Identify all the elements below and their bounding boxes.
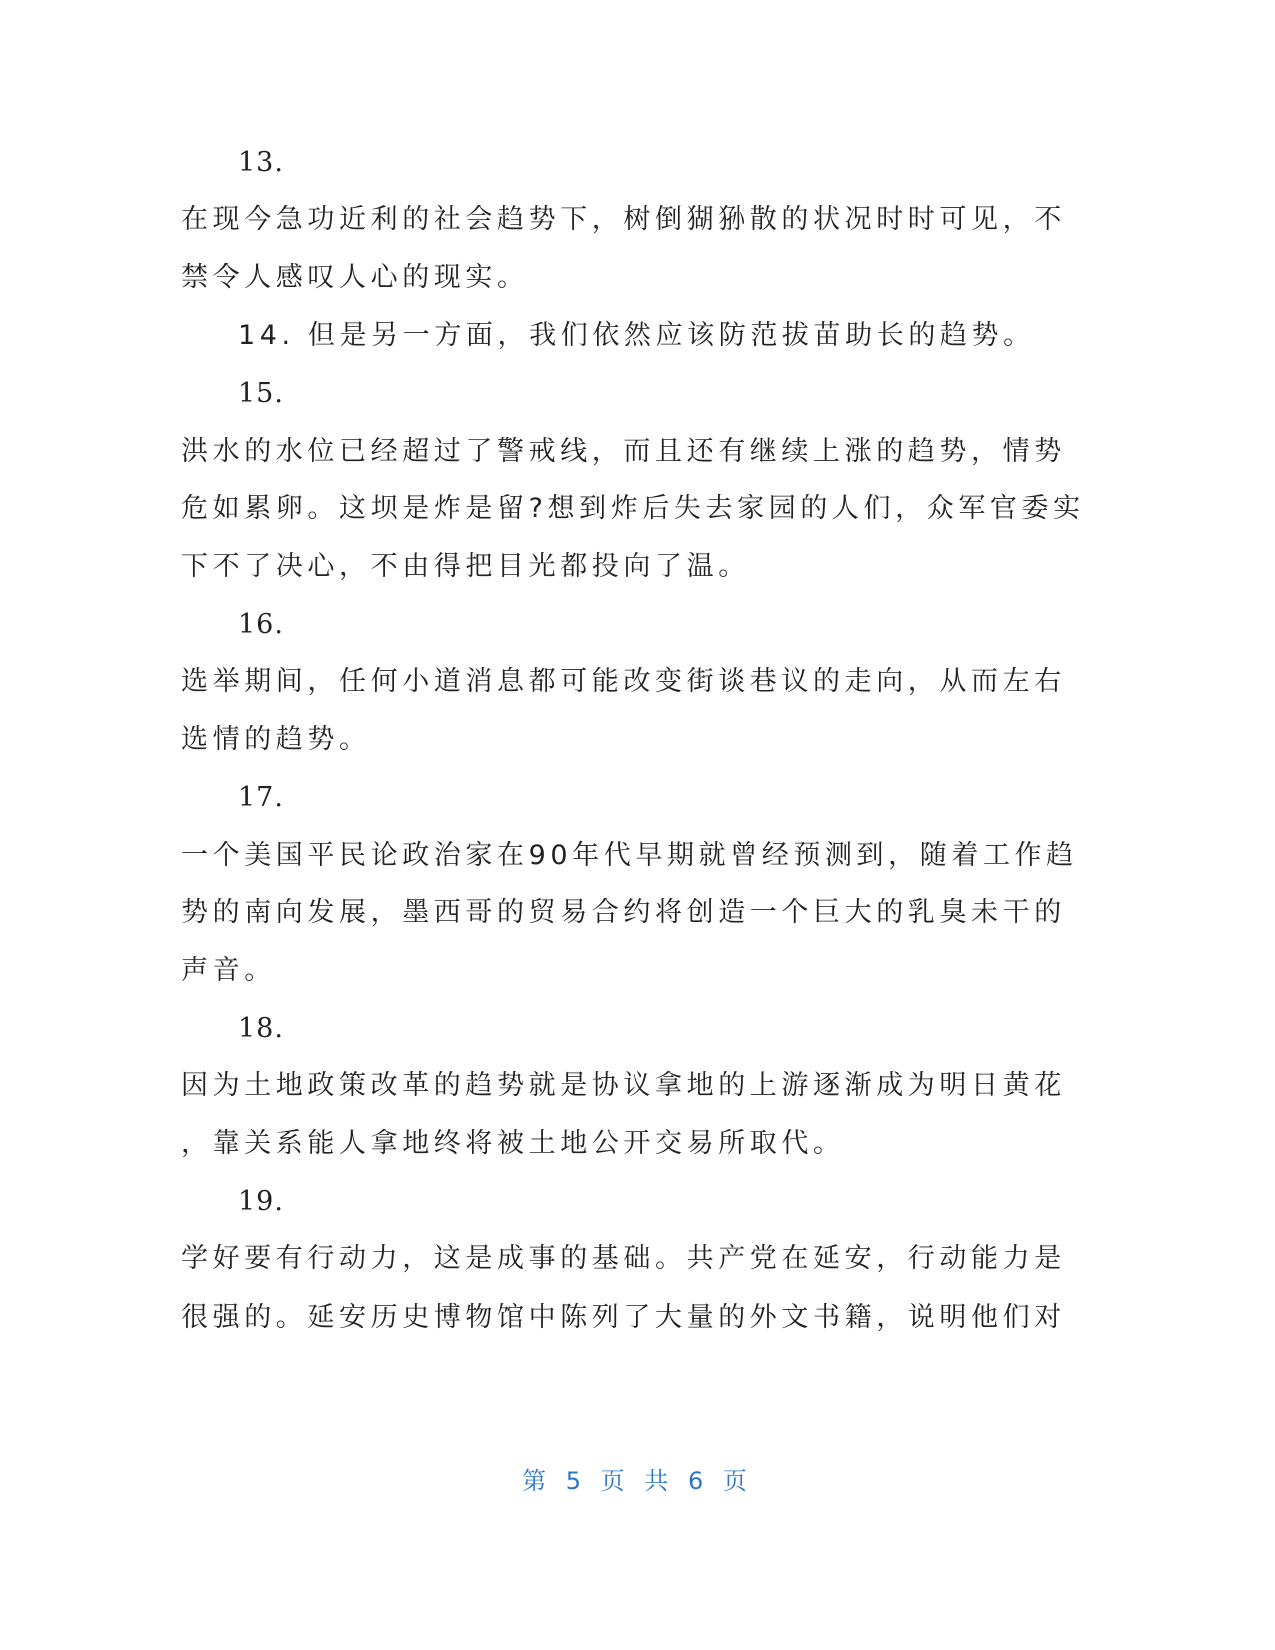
paragraph-line: 在现今急功近利的社会趋势下，树倒猢狲散的状况时时可见，不: [181, 204, 1066, 235]
paragraph-line: 势的南向发展，墨西哥的贸易合约将创造一个巨大的乳臭未干的: [181, 897, 1066, 928]
paragraph-line: 因为土地政策改革的趋势就是协议拿地的上游逐渐成为明日黄花: [181, 1070, 1066, 1101]
item-number-13: 13.: [238, 147, 284, 178]
item-number-17: 17.: [238, 782, 284, 813]
paragraph-line: 很强的。延安历史博物馆中陈列了大量的外文书籍，说明他们对: [181, 1302, 1066, 1333]
paragraph-line: 危如累卵。这坝是炸是留?想到炸后失去家园的人们，众军官委实: [181, 493, 1085, 524]
item-number-19: 19.: [238, 1186, 284, 1217]
paragraph-line: 选举期间，任何小道消息都可能改变街谈巷议的走向，从而左右: [181, 666, 1066, 697]
paragraph-line: 声音。: [181, 955, 276, 986]
paragraph-line: 下不了决心，不由得把目光都投向了温。: [181, 551, 750, 582]
item-number-16: 16.: [238, 609, 284, 640]
paragraph-line: 选情的趋势。: [181, 724, 371, 755]
paragraph-line: 一个美国平民论政治家在90年代早期就曾经预测到，随着工作趋: [181, 840, 1078, 871]
paragraph-line: 洪水的水位已经超过了警戒线，而且还有继续上涨的趋势，情势: [181, 436, 1066, 467]
item-number-15: 15.: [238, 378, 284, 409]
paragraph-line: ，靠关系能人拿地终将被土地公开交易所取代。: [181, 1128, 845, 1159]
item-14-line: 14. 但是另一方面，我们依然应该防范拔苗助长的趋势。: [238, 320, 1035, 351]
paragraph-line: 禁令人感叹人心的现实。: [181, 262, 529, 293]
paragraph-line: 学好要有行动力，这是成事的基础。共产党在延安，行动能力是: [181, 1243, 1066, 1274]
item-number-18: 18.: [238, 1013, 284, 1044]
page-footer: 第 5 页 共 6 页: [522, 1467, 753, 1495]
